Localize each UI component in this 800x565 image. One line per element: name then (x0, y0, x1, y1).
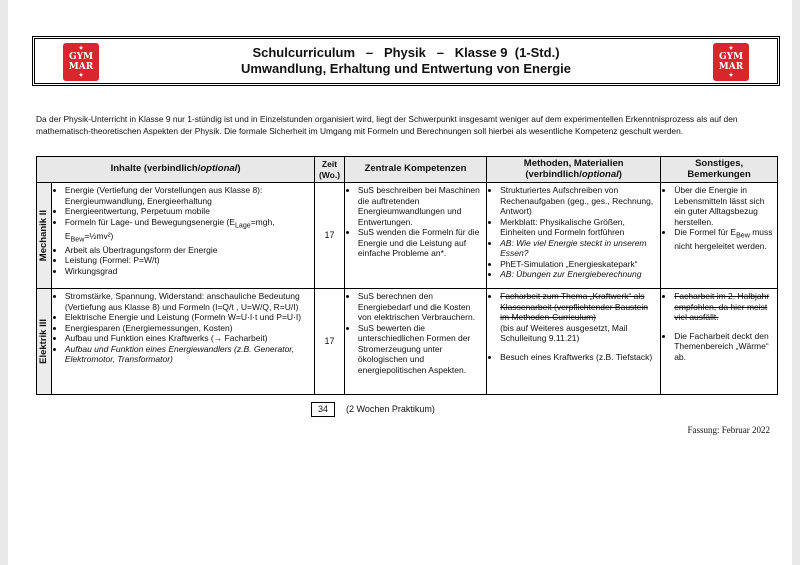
struck-text: Facharbeit zum Thema „Kraftwerk“ als Klassenarbeit (verpflichtender Baustein im Methoden-Curriculum) (500, 291, 649, 322)
list-item: • AB: Übungen zur Energieberechnung (500, 269, 657, 280)
header-methoden: Methoden, Materialien (verbindlich/optional) (487, 157, 661, 183)
zeit-cell: 17 (315, 183, 345, 289)
school-logo-left: ✦ GYM MAR ✦ (63, 43, 99, 81)
header-inhalte: Inhalte (verbindlich/optional) (37, 157, 315, 183)
list-item: • Stromstärke, Spannung, Widerstand: anschauliche Bedeutung (Vertiefung aus Klasse 8) und Formeln (I=Q/t , U=W/Q, R=U/I) (65, 291, 311, 312)
version-date: Fassung: Februar 2022 (687, 425, 770, 435)
list-item: • Über die Energie in Lebensmitteln lässt sich ein guter Alltagsbezug herstellen. (674, 185, 774, 227)
title-line-1: Schulcurriculum – Physik – Klasse 9 (1-Std.) (252, 45, 560, 60)
table-header-row (37, 157, 778, 183)
list-item: • SuS bewerten die unterschiedlichen Formen der Stromerzeugung unter ökologischen und energiepolitischen Aspekten. (358, 323, 483, 376)
header-zeit: Zeit (Wo.) (315, 157, 345, 183)
table-row (37, 289, 778, 395)
total-weeks: 34 (311, 402, 335, 417)
list-item: • Formeln für Lage- und Bewegungsenergie ($E_{Lage}=mgh$, $E_{Bew}=\frac{1}{2}mv^2$) (65, 217, 311, 245)
sonstiges-cell (661, 289, 778, 395)
table-row (37, 183, 778, 289)
list-item: • Facharbeit zum Thema „Kraftwerk“ als Klassenarbeit (verpflichtender Baustein im Methoden-Curriculum) (bis auf Weiteres ausgesetzt, Mail Schulleitung 9.11.21) (500, 291, 657, 344)
list-item: • Strukturiertes Aufschreiben von Rechenaufgaben (geg., ges., Rechnung, Antwort) (500, 185, 657, 217)
header-sonstiges: Sonstiges, Bemerkungen (661, 157, 778, 183)
list-item: • Energie (Vertiefung der Vorstellungen aus Klasse 8): Energieumwandlung, Energieerhaltung (65, 185, 311, 206)
total-note: (2 Wochen Praktikum) (346, 404, 435, 414)
list-item: • Arbeit als Übertragungsform der Energie (65, 245, 311, 256)
list-item: • Die Formel für $E_{Bew}$ muss nicht hergeleitet werden. (674, 227, 774, 252)
list-item: • SuS wenden die Formeln für die Energie und die Leistung auf einfache Probleme an*. (358, 227, 483, 259)
list-item: • PhET-Simulation „Energieskatepark“ (500, 259, 657, 270)
list-item: • Aufbau und Funktion eines Energiewandlers (z.B. Generator, Elektromotor, Transformator) (65, 344, 311, 365)
title-line-2: Umwandlung, Erhaltung und Entwertung von Energie (240, 61, 572, 76)
list-item: • Merkblatt: Physikalische Größen, Einheiten und Formeln fortführen (500, 217, 657, 238)
list-item: • Die Facharbeit deckt den Themenbereich „Wärme“ ab. (674, 331, 774, 363)
list-item: • Besuch eines Kraftwerks (z.B. Tiefstack) (500, 352, 657, 363)
zeit-cell: 17 (315, 289, 345, 395)
inhalte-cell (51, 183, 314, 289)
list-item: • Wirkungsgrad (65, 266, 311, 277)
kompetenzen-cell (344, 289, 486, 395)
school-logo-right: ✦ GYM MAR ✦ (713, 43, 749, 81)
curriculum-table (36, 156, 778, 395)
list-item: • Aufbau und Funktion eines Kraftwerks (→ Facharbeit) (65, 333, 311, 344)
list-item: • Facharbeit im 2. Halbjahr empfohlen, da hier meist viel ausfällt. (674, 291, 774, 323)
list-item: • AB: Wie viel Energie steckt in unserem Essen? (500, 238, 657, 259)
header-kompetenzen: Zentrale Kompetenzen (344, 157, 486, 183)
section-label: Elektrik III (37, 289, 52, 395)
intro-paragraph: Da der Physik-Unterricht in Klasse 9 nur 1-stündig ist und in Einzelstunden organisiert wird, liegt der Schwerpunkt insgesamt weniger auf dem experimentellen Erkenntnisprozess als auf den mathematisch-theoretischen Aspekten der Physik. Die formale Sicherheit im Umgang mit Formeln und Berechnungen soll hierbei als wesentliche Kompetenz geschult werden. (36, 114, 738, 136)
document-page (8, 0, 792, 565)
list-item: • Energiesparen (Energiemessungen, Kosten) (65, 323, 311, 334)
list-item: • SuS berechnen den Energiebedarf und die Kosten von elektrischen Verbrauchern. (358, 291, 483, 323)
list-item: • Energieentwertung, Perpetuum mobile (65, 206, 311, 217)
list-item: • SuS beschreiben bei Maschinen die auftretenden Energieumwandlungen und Entwertungen. (358, 185, 483, 227)
document-header (32, 36, 780, 86)
methoden-cell (487, 289, 661, 395)
methoden-cell (487, 183, 661, 289)
inhalte-cell (51, 289, 314, 395)
kompetenzen-cell (344, 183, 486, 289)
section-label: Mechanik II (37, 183, 52, 289)
sonstiges-cell (661, 183, 778, 289)
list-item: • Leistung (Formel: P=W/t) (65, 255, 311, 266)
list-item: • Elektrische Energie und Leistung (Formeln W=U·I·t und P=U·I) (65, 312, 311, 323)
